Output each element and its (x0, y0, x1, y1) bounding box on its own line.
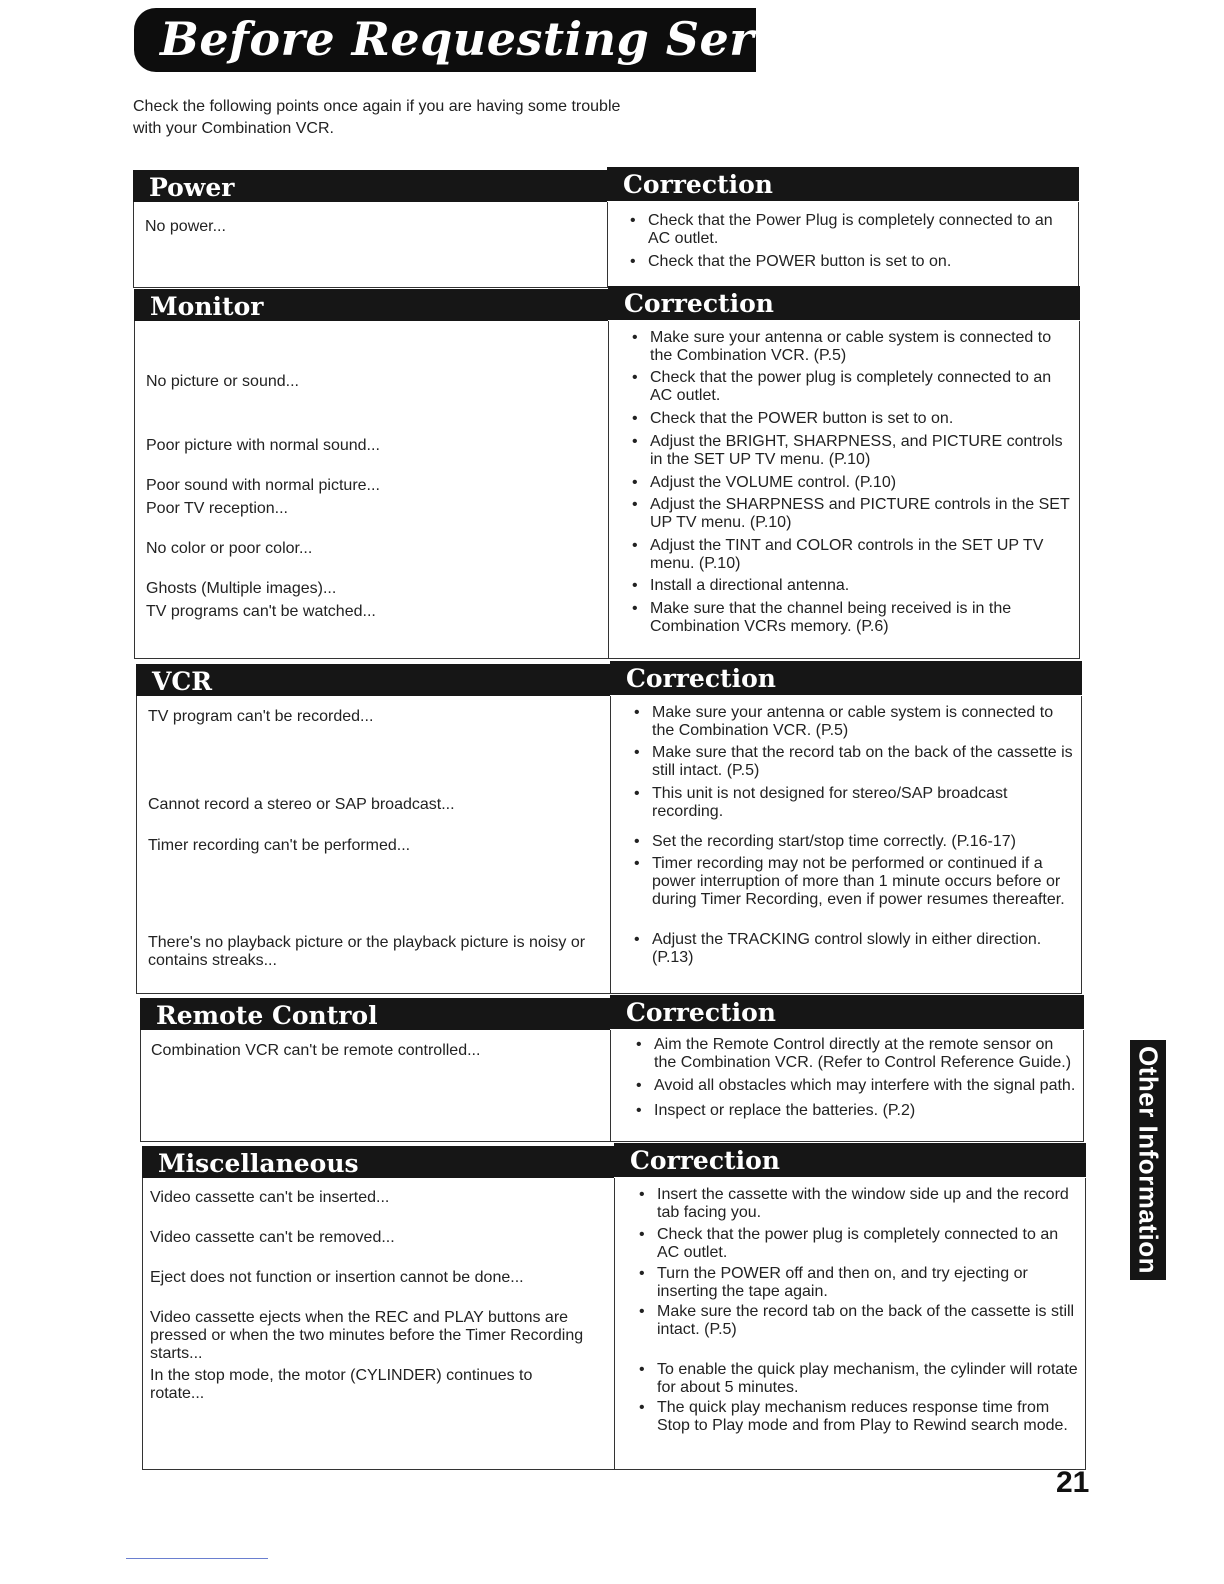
problem-item: Ghosts (Multiple images)... (146, 580, 337, 597)
problem-item: Poor sound with normal picture... (146, 477, 380, 494)
problem-item: No power... (145, 218, 226, 235)
side-tab-other-information (1130, 1040, 1166, 1280)
section-header-vcr: VCR (136, 664, 610, 696)
problem-item: Eject does not function or insertion cannot be done... (150, 1269, 524, 1286)
correction-item: • Inspect or replace the batteries. (P.2) (636, 1102, 1076, 1120)
correction-item: • Check that the Power Plug is completely connected to an AC outlet. (630, 212, 1060, 248)
section-header-monitor: Monitor (134, 289, 608, 321)
correction-item: • Aim the Remote Control directly at the remote sensor on the Combination VCR. (Refer to Control Reference Guide.) (636, 1036, 1076, 1072)
column-divider (610, 696, 611, 994)
correction-item: • Check that the power plug is completely connected to an AC outlet. (639, 1226, 1079, 1262)
column-divider (614, 1178, 615, 1470)
correction-header-power: Correction (607, 167, 1079, 201)
correction-item: • Adjust the SHARPNESS and PICTURE controls in the SET UP TV menu. (P.10) (632, 496, 1072, 532)
correction-item: • Make sure your antenna or cable system is connected to the Combination VCR. (P.5) (634, 704, 1074, 740)
correction-item: • Turn the POWER off and then on, and try ejecting or inserting the tape again. (639, 1265, 1079, 1301)
column-divider (610, 1030, 611, 1142)
correction-header-vcr: Correction (610, 661, 1082, 695)
correction-header-monitor: Correction (608, 286, 1080, 320)
problem-item: In the stop mode, the motor (CYLINDER) continues to rotate... (150, 1367, 533, 1402)
title-banner (134, 8, 858, 72)
problem-item: Poor picture with normal sound... (146, 437, 380, 454)
correction-item: • Adjust the BRIGHT, SHARPNESS, and PICTURE controls in the SET UP TV menu. (P.10) (632, 433, 1072, 469)
correction-header-remote-control: Correction (610, 995, 1084, 1029)
problem-item: No color or poor color... (146, 540, 313, 557)
correction-item: • Install a directional antenna. (632, 577, 1072, 595)
section-header-power: Power (133, 170, 607, 202)
problem-item: Timer recording can't be performed... (148, 837, 411, 854)
footer-divider (126, 1558, 268, 1559)
problem-item: Combination VCR can't be remote controlled... (151, 1042, 481, 1059)
section-header-remote-control: Remote Control (140, 998, 610, 1030)
problem-item: No picture or sound... (146, 373, 299, 390)
correction-item: • Make sure that the record tab on the back of the cassette is still intact. (P.5) (634, 744, 1074, 780)
correction-item: • Set the recording start/stop time correctly. (P.16-17) (634, 833, 1074, 851)
correction-item: • Avoid all obstacles which may interfere with the signal path. (636, 1077, 1076, 1095)
correction-item: • Insert the cassette with the window side up and the record tab facing you. (639, 1186, 1079, 1222)
problem-item: TV program can't be recorded... (148, 708, 374, 725)
problem-item: Video cassette can't be inserted... (150, 1189, 390, 1206)
problem-item: There's no playback picture or the playback picture is noisy or contains streaks... (148, 934, 586, 969)
correction-item: • Adjust the TRACKING control slowly in either direction. (P.13) (634, 931, 1074, 967)
problem-item: TV programs can't be watched... (146, 603, 376, 620)
correction-item: • To enable the quick play mechanism, the cylinder will rotate for about 5 minutes. (639, 1361, 1079, 1397)
correction-item: • Make sure the record tab on the back of the cassette is still intact. (P.5) (639, 1303, 1079, 1339)
correction-header-miscellaneous: Correction (614, 1143, 1086, 1177)
problem-item: Cannot record a stereo or SAP broadcast... (148, 796, 455, 813)
intro-text: Check the following points once again if you are having some trouble with your Combination VCR. (133, 98, 621, 137)
side-tab-label: Other Information (1133, 1045, 1164, 1275)
column-divider (607, 202, 608, 288)
correction-item: • This unit is not designed for stereo/SAP broadcast recording. (634, 785, 1074, 821)
correction-item: • Check that the POWER button is set to on. (630, 253, 1060, 271)
problem-item: Video cassette ejects when the REC and PLAY buttons are pressed or when the two minutes before the Timer Recording starts... (150, 1309, 584, 1362)
column-divider (608, 321, 609, 659)
section-header-miscellaneous: Miscellaneous (142, 1146, 614, 1178)
page-title: Before Requesting Service (160, 12, 858, 66)
correction-item: • Adjust the VOLUME control. (P.10) (632, 474, 1072, 492)
page-number: 21 (1056, 1466, 1090, 1499)
correction-item: • Adjust the TINT and COLOR controls in the SET UP TV menu. (P.10) (632, 537, 1072, 573)
correction-item: • Timer recording may not be performed or continued if a power interruption of more than 1 minute occurs before or during Timer Recording, even if power resumes thereafter. (634, 855, 1074, 909)
correction-item: • Check that the power plug is completely connected to an AC outlet. (632, 369, 1072, 405)
correction-item: • Make sure your antenna or cable system is connected to the Combination VCR. (P.5) (632, 329, 1072, 365)
correction-item: • Make sure that the channel being received is in the Combination VCRs memory. (P.6) (632, 600, 1072, 636)
correction-item: • Check that the POWER button is set to on. (632, 410, 1072, 428)
problem-item: Poor TV reception... (146, 500, 288, 517)
correction-item: • The quick play mechanism reduces response time from Stop to Play mode and from Play to Rewind search mode. (639, 1399, 1079, 1435)
problem-item: Video cassette can't be removed... (150, 1229, 395, 1246)
